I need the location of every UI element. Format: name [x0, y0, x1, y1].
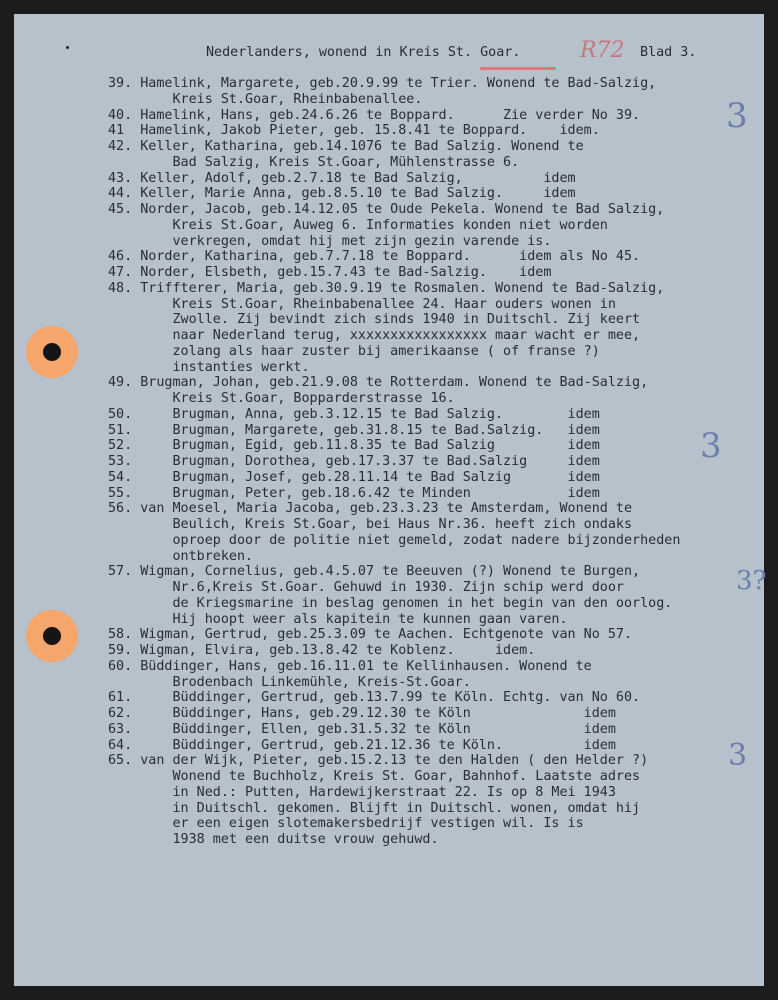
document-line: 61. Büddinger, Gertrud, geb.13.7.99 te Köln. Echtg. van No 60. — [108, 690, 641, 706]
document-line: 60. Büddinger, Hans, geb.16.11.01 te Kellinhausen. Wonend te — [108, 658, 592, 674]
document-line: 58. Wigman, Gertrud, geb.25.3.09 te Aachen. Echtgenote van No 57. — [108, 627, 633, 643]
document-line: 44. Keller, Marie Anna, geb.8.5.10 te Bad Salzig. idem — [108, 186, 576, 202]
document-line: Kreis St.Goar, Bopparderstrasse 16. — [108, 391, 455, 406]
document-line: 49. Brugman, Johan, geb.21.9.08 te Rotterdam. Wonend te Bad-Salzig, — [108, 375, 649, 391]
document-line: 48. Triffterer, Maria, geb.30.9.19 te Rosmalen. Wonend te Bad-Salzig, — [108, 280, 665, 296]
page-title: Nederlanders, wonend in Kreis St. Goar. — [206, 45, 521, 60]
document-line: 51. Brugman, Margarete, geb.31.8.15 te Bad.Salzig. idem — [108, 422, 600, 438]
document-line: 40. Hamelink, Hans, geb.24.6.26 te Boppard. Zie verder No 39. — [108, 107, 641, 123]
document-line: 53. Brugman, Dorothea, geb.17.3.37 te Bad.Salzig idem — [108, 454, 600, 469]
document-line: verkregen, omdat hij met zijn gezin varende is. — [108, 233, 552, 249]
red-underline — [480, 67, 556, 70]
document-line: Kreis St.Goar, Auweg 6. Informaties konden niet worden — [108, 217, 608, 233]
handwritten-mark: 3 — [700, 426, 722, 466]
document-line: de Kriegsmarine in beslag genomen in het begin van den oorlog. — [108, 595, 673, 611]
document-line: 39. Hamelink, Margarete, geb.20.9.99 te Trier. Wonend te Bad-Salzig, — [108, 76, 657, 91]
document-line: Nr.6,Kreis St.Goar. Gehuwd in 1930. Zijn schip werd door — [108, 580, 624, 595]
document-line: Kreis St.Goar, Rheinbabenallee. — [108, 91, 423, 107]
document-line: in Ned.: Putten, Hardewijkerstraat 22. Is op 8 Mei 1943 — [108, 784, 616, 800]
document-line: 54. Brugman, Josef, geb.28.11.14 te Bad Salzig idem — [108, 469, 600, 485]
document-page — [14, 14, 767, 986]
document-line: 55. Brugman, Peter, geb.18.6.42 te Minden idem — [108, 485, 600, 501]
document-line: 42. Keller, Katharina, geb.14.1076 te Bad Salzig. Wonend te — [108, 139, 584, 154]
document-line: Bad Salzig, Kreis St.Goar, Mühlenstrasse 6. — [108, 154, 520, 170]
document-line: Beulich, Kreis St.Goar, bei Haus Nr.36. heeft zich ondaks — [108, 517, 633, 532]
document-line: Hij hoopt weer als kapitein te kunnen gaan varen. — [108, 611, 568, 627]
ink-speck — [66, 46, 69, 49]
document-line: Wonend te Buchholz, Kreis St. Goar, Bahnhof. Laatste adres — [108, 769, 641, 784]
document-line: 43. Keller, Adolf, geb.2.7.18 te Bad Salzig, idem — [108, 170, 576, 186]
document-line: 47. Norder, Elsbeth, geb.15.7.43 te Bad-Salzig. idem — [108, 265, 552, 280]
document-line: 63. Büddinger, Ellen, geb.31.5.32 te Köln idem — [108, 721, 616, 737]
document-line: 1938 met een duitse vrouw gehuwd. — [108, 832, 439, 847]
document-line: 46. Norder, Katharina, geb.7.7.18 te Boppard. idem als No 45. — [108, 249, 641, 265]
document-line: 56. van Moesel, Maria Jacoba, geb.23.3.23 te Amsterdam, Wonend te — [108, 501, 633, 517]
document-line: 50. Brugman, Anna, geb.3.12.15 te Bad Salzig. idem — [108, 406, 600, 422]
document-line: 41 Hamelink, Jakob Pieter, geb. 15.8.41 te Boppard. idem. — [108, 123, 600, 139]
document-line: Brodenbach Linkemühle, Kreis-St.Goar. — [108, 674, 471, 690]
document-line: 52. Brugman, Egid, geb.11.8.35 te Bad Salzig idem — [108, 438, 600, 454]
document-line: 45. Norder, Jacob, geb.14.12.05 te Oude Pekela. Wonend te Bad Salzig, — [108, 202, 665, 217]
document-line: instanties werkt. — [108, 359, 310, 375]
document-line: Zwolle. Zij bevindt zich sinds 1940 in Duitschl. Zij keert — [108, 312, 641, 328]
document-line: 59. Wigman, Elvira, geb.13.8.42 te Koblenz. idem. — [108, 643, 536, 658]
document-line: in Duitschl. gekomen. Blijft in Duitschl. wonen, omdat hij — [108, 800, 641, 816]
document-line: 65. van der Wijk, Pieter, geb.15.2.13 te den Halden ( den Helder ?) — [108, 753, 649, 769]
document-line: ontbreken. — [108, 548, 254, 564]
handwritten-mark: 3 — [728, 738, 748, 773]
document-line: Kreis St.Goar, Rheinbabenallee 24. Haar ouders wonen in — [108, 296, 616, 312]
punch-hole — [26, 326, 78, 378]
handwritten-mark: 3 — [726, 96, 748, 136]
document-line: oproep door de politie niet gemeld, zodat nadere bijzonderheden — [108, 532, 681, 548]
document-line: zolang als haar zuster bij amerikaanse ( of franse ?) — [108, 343, 600, 359]
punch-hole — [26, 610, 78, 662]
document-line: naar Nederland terug, xxxxxxxxxxxxxxxxx maar wacht er mee, — [108, 328, 641, 343]
page-number: Blad 3. — [640, 45, 697, 60]
document-line: er een eigen slotemakersbedrijf vestigen wil. Is is — [108, 816, 584, 832]
handwritten-mark: 3? — [736, 566, 767, 596]
document-line: 57. Wigman, Cornelius, geb.4.5.07 te Beeuven (?) Wonend te Burgen, — [108, 564, 641, 580]
document-line: 62. Büddinger, Hans, geb.29.12.30 te Köln idem — [108, 706, 616, 721]
document-line: 64. Büddinger, Gertrud, geb.21.12.36 te Köln. idem — [108, 737, 616, 753]
handwritten-red-mark: R72 — [580, 38, 625, 63]
